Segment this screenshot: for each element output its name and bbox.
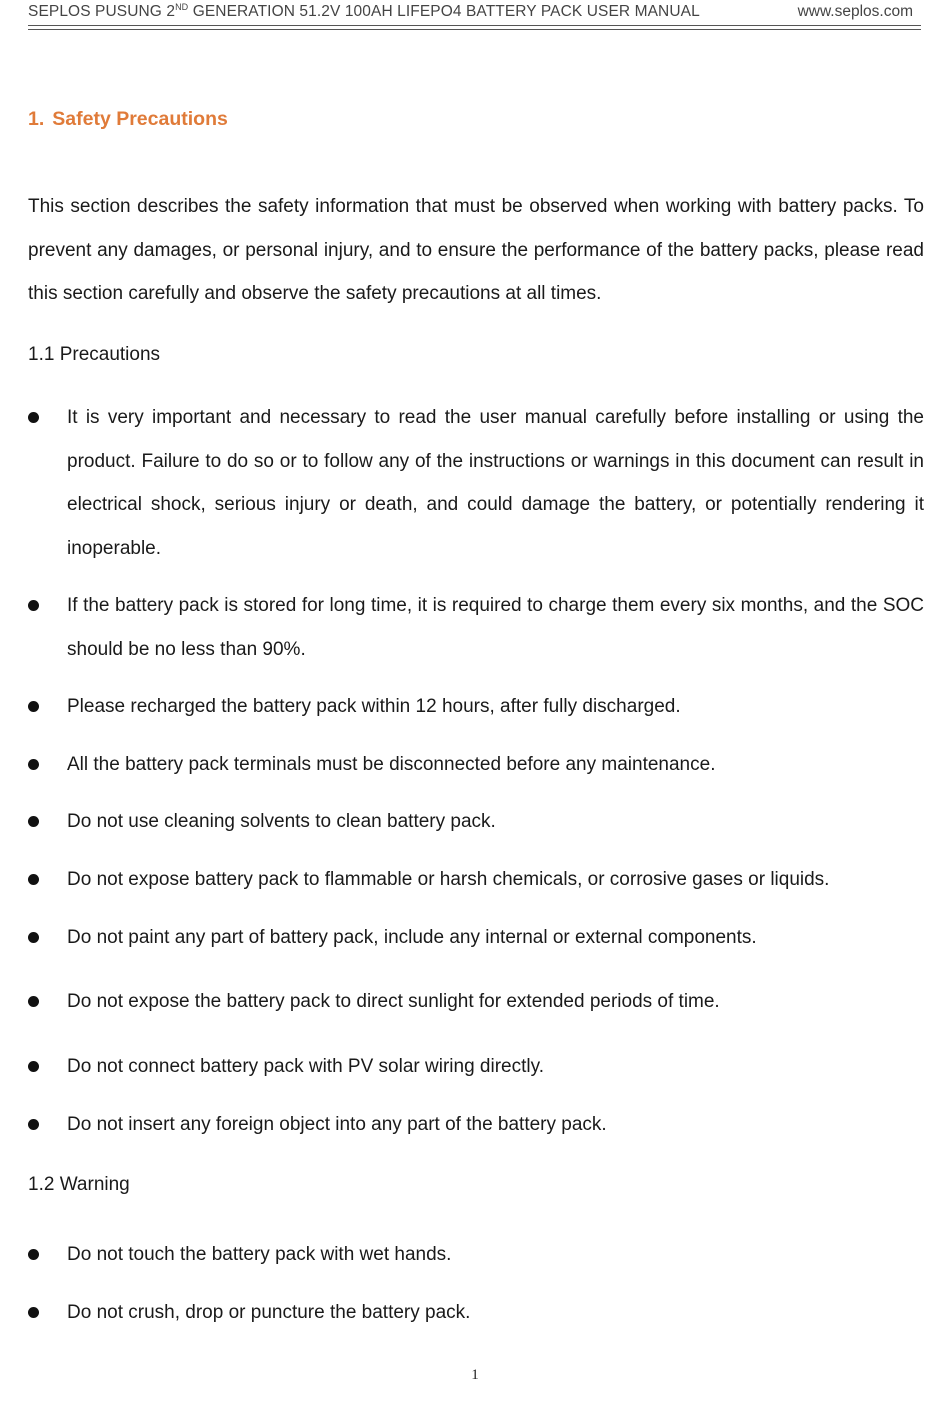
list-item-text: Do not paint any part of battery pack, include any internal or external components. [67, 927, 757, 948]
list-item [28, 1045, 924, 1089]
website-link[interactable]: www.seplos.com [797, 3, 913, 20]
bullet-icon [28, 412, 39, 423]
list-item-text: Do not crush, drop or puncture the battery pack. [67, 1302, 471, 1323]
list-item-text: All the battery pack terminals must be disconnected before any maintenance. [67, 754, 716, 775]
list-item [28, 396, 924, 570]
bullet-icon [28, 1307, 39, 1318]
list-item-text: If the battery pack is stored for long time, it is required to charge them every six months, and the SOC should be no less than 90%. [67, 595, 924, 660]
list-item-text: Do not use cleaning solvents to clean battery pack. [67, 811, 496, 832]
page-number: 1 [471, 1367, 479, 1383]
list-item [28, 743, 924, 787]
bullet-icon [28, 1249, 39, 1260]
list-item [28, 980, 924, 1024]
manual-title: SEPLOS PUSUNG 2ND GENERATION 51.2V 100AH LIFEPO4 BATTERY PACK USER MANUAL [28, 2, 700, 20]
list-item [28, 685, 924, 729]
bullet-icon [28, 1061, 39, 1072]
list-item-text: Do not connect battery pack with PV solar wiring directly. [67, 1056, 544, 1077]
bullet-icon [28, 932, 39, 943]
list-item-text: Do not insert any foreign object into any part of the battery pack. [67, 1114, 607, 1135]
list-item-text: Do not expose battery pack to flammable or harsh chemicals, or corrosive gases or liquids. [67, 869, 830, 890]
bullet-icon [28, 701, 39, 712]
bullet-icon [28, 759, 39, 770]
list-item [28, 858, 924, 902]
header-bar [28, 3, 921, 25]
list-item-text: Do not expose the battery pack to direct sunlight for extended periods of time. [67, 991, 720, 1012]
warning-heading: 1.2 Warning [28, 1174, 130, 1195]
list-item [28, 1233, 924, 1277]
list-item-text: It is very important and necessary to read the user manual carefully before installing or using the product. Failure to do so or to follow any of the instructions or warnings in this document can result in electrical shock, serious injury or death, and could damage the battery, or potentially rendering it inoperable. [67, 407, 924, 559]
section-heading: Safety Precautions [52, 108, 228, 130]
list-item [28, 584, 924, 671]
bullet-icon [28, 600, 39, 611]
list-item [28, 1291, 924, 1335]
list-item-text: Do not touch the battery pack with wet hands. [67, 1244, 452, 1265]
list-item [28, 1103, 924, 1147]
bullet-icon [28, 816, 39, 827]
header-divider [28, 25, 921, 26]
list-item [28, 916, 924, 960]
precautions-heading: 1.1 Precautions [28, 344, 161, 365]
intro-paragraph: This section describes the safety information that must be observed when working with battery packs. To prevent any damages, or personal injury, and to ensure the performance of the battery packs, please read this section carefully and observe the safety precautions at all times. [28, 196, 924, 304]
section-number: 1. [28, 108, 45, 130]
section-title [28, 108, 228, 131]
list-item [28, 800, 924, 844]
bullet-icon [28, 1119, 39, 1130]
header-divider-secondary [28, 29, 921, 30]
bullet-icon [28, 996, 39, 1007]
list-item-text: Please recharged the battery pack within 12 hours, after fully discharged. [67, 696, 681, 717]
bullet-icon [28, 874, 39, 885]
